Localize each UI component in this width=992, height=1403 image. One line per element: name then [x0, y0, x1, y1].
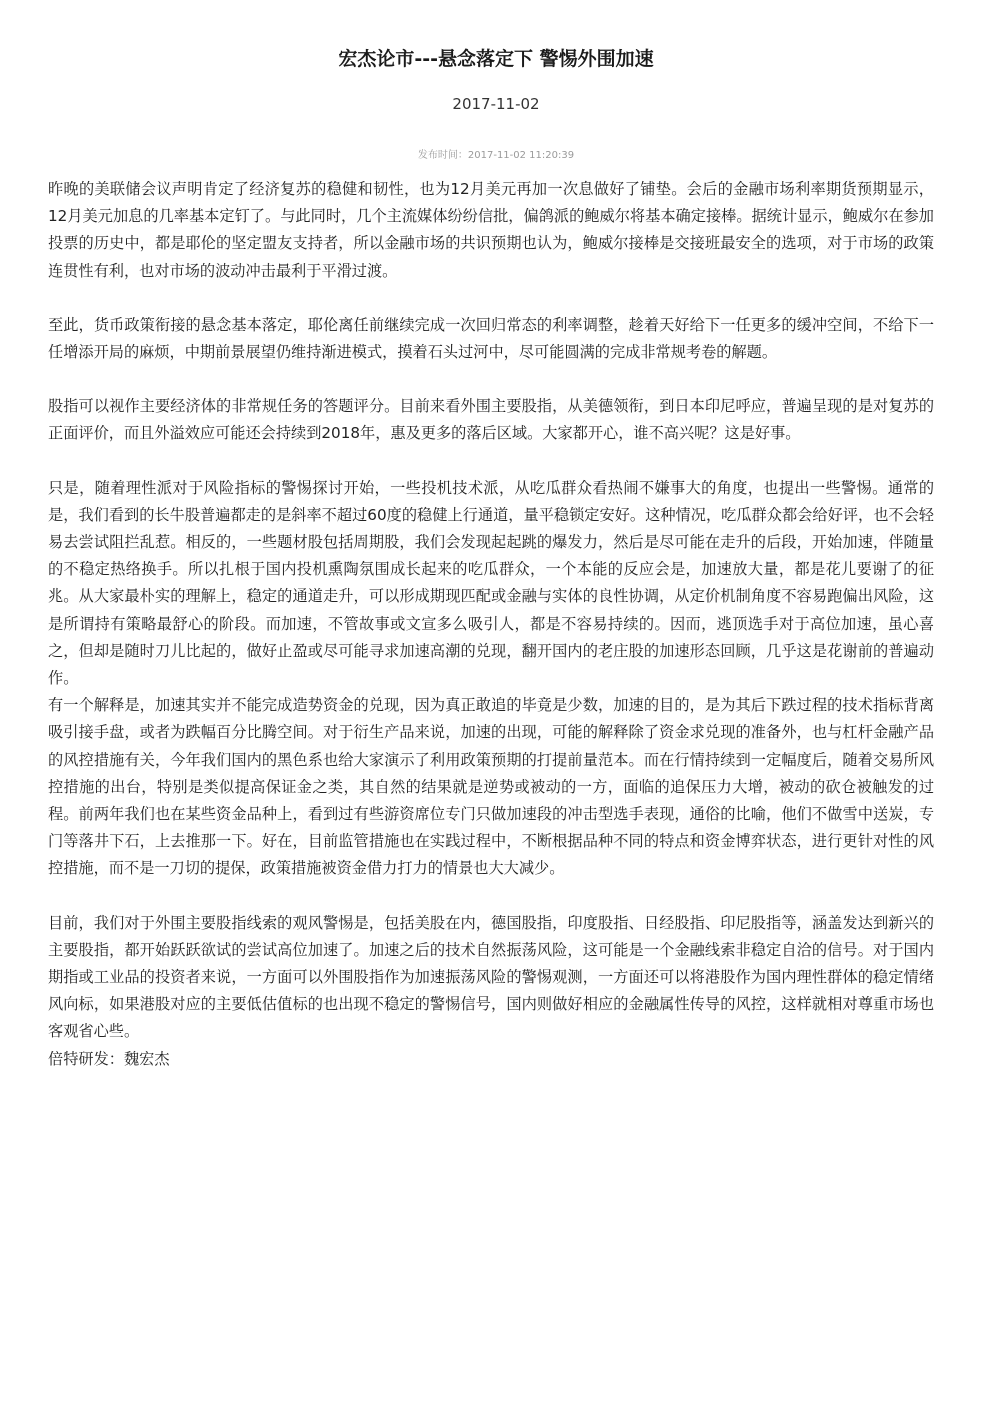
publish-time: 发布时间：2017-11-02 11:20:39 — [417, 150, 575, 161]
article-body — [48, 176, 934, 1073]
article-title: 宏杰论市---悬念落定下 警惕外围加速 — [338, 48, 654, 70]
paragraph-4: 只是，随着理性派对于风险指标的警惕探讨开始，一些投机技术派，从吃瓜群众看热闹不嫌事大的角度，也提出一些警惕。通常的是，我们看到的长牛股普遍都走的是斜率不超过60度的稳健上行通道，量平稳锁定安好。这种情况，吃瓜群众都会给好评，也不会轻易去尝试阻拦乱惹。相反的，一些题材股包括周期股，我们会发现起起跳的爆发力，然后是尽可能在走升的后段，开始加速，伴随量的不稳定热络换手。所以扎根于国内投机熏陶氛围成长起来的吃瓜群众，一个本能的反应会是，加速放大量，都是花儿要谢了的征兆。从大家最朴实的理解上，稳定的通道走升，可以形成期现匹配或金融与实体的良性协调，从定价机制角度不容易跑偏出风险，这是所谓持有策略最舒心的阶段。而加速，不管故事或文宣多么吸引人，都是不容易持续的。因而，逃顶选手对于高位加速，虽心喜之，但却是随时刀儿比起的，做好止盈或尽可能寻求加速高潮的兑现，翻开国内的老庄股的加速形态回顾，几乎这是花谢前的普遍动作。 — [48, 478, 934, 688]
author-line: 倍特研发：魏宏杰 — [48, 1049, 170, 1068]
paragraph-6: 目前，我们对于外围主要股指线索的观风警惕是，包括美股在内，德国股指，印度股指、日经股指、印尼股指等，涵盖发达到新兴的主要股指，都开始跃跃欲试的尝试高位加速了。加速之后的技术自然振荡风险，这可能是一个金融线索非稳定自洽的信号。对于国内期指或工业品的投资者来说，一方面可以外围股指作为加速振荡风险的警惕观测，一方面还可以将港股作为国内理性群体的稳定情绪风向标，如果港股对应的主要低估值标的也出现不稳定的警惕信号，国内则做好相应的金融属性传导的风控，这样就相对尊重市场也客观省心些。 — [48, 913, 934, 1041]
paragraph-2: 至此，货币政策衔接的悬念基本落定，耶伦离任前继续完成一次回归常态的利率调整，趁着天好给下一任更多的缓冲空间，不给下一任增添开局的麻烦，中期前景展望仍维持渐进模式，摸着石头过河中，尽可能圆满的完成非常规考卷的解题。 — [48, 315, 934, 362]
paragraph-5: 有一个解释是，加速其实并不能完成造势资金的兑现，因为真正敢追的毕竟是少数，加速的目的，是为其后下跌过程的技术指标背离吸引接手盘，或者为跌幅百分比腾空间。对于衍生产品来说，加速的出现，可能的解释除了资金求兑现的准备外，也与杠杆金融产品的风控措施有关，今年我们国内的黑色系也给大家演示了利用政策预期的打提前量范本。而在行情持续到一定幅度后，随着交易所风控措施的出台，特别是类似提高保证金之类，其自然的结果就是逆势或被动的一方，面临的追保压力大增，被动的砍仓被触发的过程。前两年我们也在某些资金品种上，看到过有些游资席位专门只做加速段的冲击型选手表现，通俗的比喻，他们不做雪中送炭，专门等落井下石，上去推那一下。好在，目前监管措施也在实践过程中，不断根据品种不同的特点和资金博弈状态，进行更针对性的风控措施，而不是一刀切的提保，政策措施被资金借力打力的情景也大大减少。 — [48, 696, 934, 878]
paragraph-1: 昨晚的美联储会议声明肯定了经济复苏的稳健和韧性，也为12月美元再加一次息做好了铺垫。会后的金融市场利率期货预期显示，12月美元加息的几率基本定钉了。与此同时，几个主流媒体纷纷信批，偏鸽派的鲍威尔将基本确定接棒。据统计显示，鲍威尔在参加投票的历史中，都是耶伦的坚定盟友支持者，所以金融市场的共识预期也认为，鲍威尔接棒是交接班最安全的选项，对于市场的政策连贯性有利，也对市场的波动冲击最利于平滑过渡。 — [48, 180, 934, 280]
article-date: 2017-11-02 — [452, 95, 540, 113]
paragraph-3: 股指可以视作主要经济体的非常规任务的答题评分。目前来看外围主要股指，从美德领衔，到日本印尼呼应，普遍呈现的是对复苏的正面评价，而且外溢效应可能还会持续到2018年，惠及更多的落后区域。大家都开心，谁不高兴呢？这是好事。 — [48, 397, 934, 443]
